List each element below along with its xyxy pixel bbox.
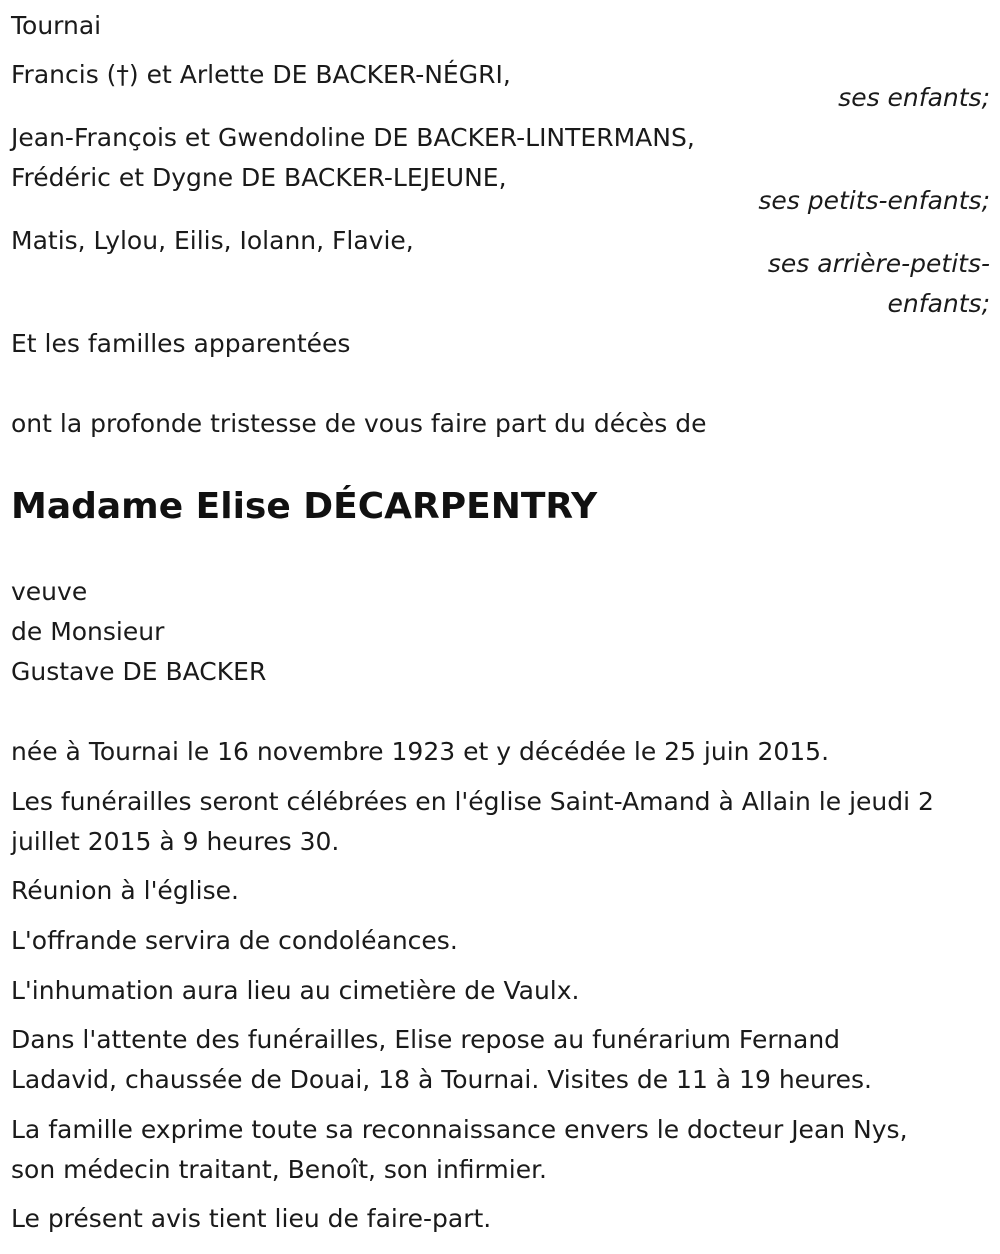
burial-line: L'inhumation aura lieu au cimetière de Vaulx. <box>11 976 580 1005</box>
grandchildren-names-1: Jean-François et Gwendoline DE BACKER-LINTERMANS, <box>11 123 695 152</box>
notice-line: Le présent avis tient lieu de faire-part. <box>11 1204 492 1233</box>
grandchildren-names-2: Frédéric et Dygne DE BACKER-LEJEUNE, <box>11 163 507 192</box>
funeral-line-2: juillet 2015 à 9 heures 30. <box>11 827 340 856</box>
greatgrandchildren-label-1: ses arrière-petits- <box>767 249 990 278</box>
children-names: Francis (†) et Arlette DE BACKER-NÉGRI, <box>11 60 511 89</box>
grandchildren-label: ses petits-enfants; <box>758 186 990 215</box>
meeting-line: Réunion à l'église. <box>11 876 239 905</box>
greatgrandchildren-label-2: enfants; <box>887 289 990 318</box>
spouse-name: Gustave DE BACKER <box>11 657 267 686</box>
offering-line: L'offrande servira de condoléances. <box>11 926 458 955</box>
funeral-line-1: Les funérailles seront célébrées en l'église Saint-Amand à Allain le jeudi 2 <box>11 787 934 816</box>
widow-line-2: de Monsieur <box>11 617 165 646</box>
birth-death-line: née à Tournai le 16 novembre 1923 et y décédée le 25 juin 2015. <box>11 737 830 766</box>
announcement-intro: ont la profonde tristesse de vous faire part du décès de <box>11 409 707 438</box>
deceased-name: Madame Elise DÉCARPENTRY <box>11 486 598 527</box>
rest-line-1: Dans l'attente des funérailles, Elise repose au funérarium Fernand <box>11 1025 841 1054</box>
thanks-line-2: son médecin traitant, Benoît, son infirmier. <box>11 1155 547 1184</box>
thanks-line-1: La famille exprime toute sa reconnaissance envers le docteur Jean Nys, <box>11 1115 908 1144</box>
relatives-line: Et les familles apparentées <box>11 329 351 358</box>
children-label: ses enfants; <box>838 83 990 112</box>
city-heading: Tournai <box>11 11 102 40</box>
widow-line-1: veuve <box>11 577 88 606</box>
greatgrandchildren-names: Matis, Lylou, Eilis, Iolann, Flavie, <box>11 226 414 255</box>
rest-line-2: Ladavid, chaussée de Douai, 18 à Tournai. Visites de 11 à 19 heures. <box>11 1065 872 1094</box>
